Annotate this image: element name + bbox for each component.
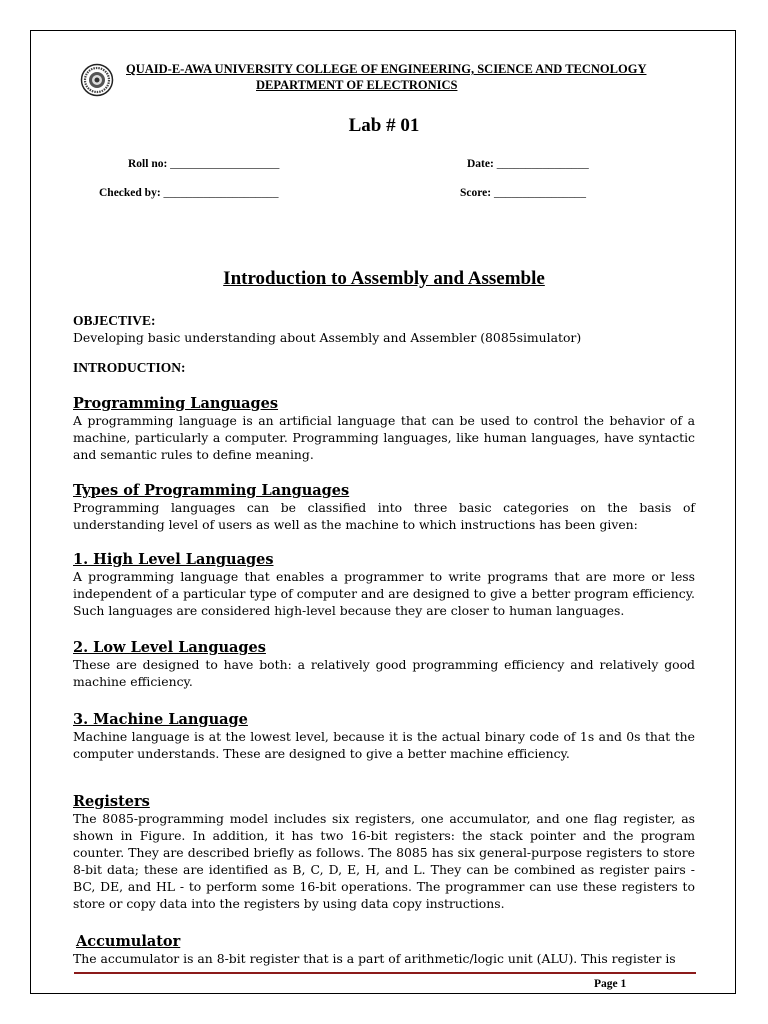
checked-line[interactable]: ____________________ <box>163 187 279 199</box>
section-text: A programming language that enables a programmer to write programs that are more or less independent of a particular type of computer and are designed to give a better program efficiency. Such languages are considered high-level because they are closer to human languages. <box>73 569 695 618</box>
date-field <box>467 158 589 170</box>
objective-text: Developing basic understanding about Assembly and Assembler (8085simulator) <box>73 330 582 345</box>
university-seal-icon <box>80 63 114 97</box>
score-label: Score: <box>460 187 492 199</box>
section-text: A programming language is an artificial language that can be used to control the behavior of a machine, particularly a computer. Programming languages, like human languages, have syntactic and semantic rules to define meaning. <box>73 413 695 462</box>
section-high-level <box>73 551 695 619</box>
section-text: The 8085-programming model includes six registers, one accumulator, and one flag register, as shown in Figure. In addition, it has two 16-bit registers: the stack pointer and the program counter. They are described briefly as follows. The 8085 has six general-purpose registers to store 8-bit data; these are identified as B, C, D, E, H, and L. They can be combined as register pairs - BC, DE, and HL - to perform some 16-bit operations. The programmer can use these registers to store or copy data into the registers by using data copy instructions. <box>73 811 695 911</box>
section-programming-languages <box>73 395 695 463</box>
section-heading: Types of Programming Languages <box>73 482 350 499</box>
document-title: Introduction to Assembly and Assemble <box>223 268 545 289</box>
department-name: DEPARTMENT OF ELECTRONICS <box>256 78 458 92</box>
date-line[interactable]: ________________ <box>496 158 589 170</box>
section-types <box>73 482 695 533</box>
score-field <box>460 187 586 199</box>
section-heading: Accumulator <box>76 933 181 950</box>
checked-label: Checked by: <box>99 187 161 199</box>
section-heading: Programming Languages <box>73 395 279 412</box>
section-heading: 2. Low Level Languages <box>73 639 266 656</box>
roll-field <box>128 158 279 170</box>
section-machine-language <box>73 711 695 762</box>
lab-title: Lab # 01 <box>348 115 420 136</box>
objective-heading: OBJECTIVE: <box>73 313 156 328</box>
section-text: These are designed to have both: a relatively good programming efficiency and relatively good machine efficiency. <box>73 657 695 689</box>
introduction-heading: INTRODUCTION: <box>73 360 186 375</box>
university-name: QUAID-E-AWA UNIVERSITY COLLEGE OF ENGINEERING, SCIENCE AND TECNOLOGY <box>126 62 647 76</box>
score-line[interactable]: ________________ <box>493 187 586 199</box>
footer-rule <box>74 972 696 974</box>
section-registers <box>73 793 695 912</box>
section-accumulator <box>73 933 695 971</box>
roll-label: Roll no: <box>128 158 168 170</box>
section-text: The accumulator is an 8-bit register that is a part of arithmetic/logic unit (ALU). This register is <box>73 951 676 966</box>
objective-block <box>73 313 695 346</box>
section-heading: Registers <box>73 793 150 810</box>
checked-field <box>99 187 279 199</box>
section-low-level <box>73 639 695 690</box>
roll-line[interactable]: ___________________ <box>170 158 280 170</box>
section-text: Programming languages can be classified into three basic categories on the basis of understanding level of users as well as the machine to which instructions has been given: <box>73 500 695 532</box>
section-heading: 1. High Level Languages <box>73 551 274 568</box>
section-text: Machine language is at the lowest level, because it is the actual binary code of 1s and 0s that the computer understands. These are designed to give a better machine efficiency. <box>73 729 695 761</box>
page-number: Page 1 <box>594 978 627 990</box>
date-label: Date: <box>467 158 494 170</box>
section-heading: 3. Machine Language <box>73 711 248 728</box>
